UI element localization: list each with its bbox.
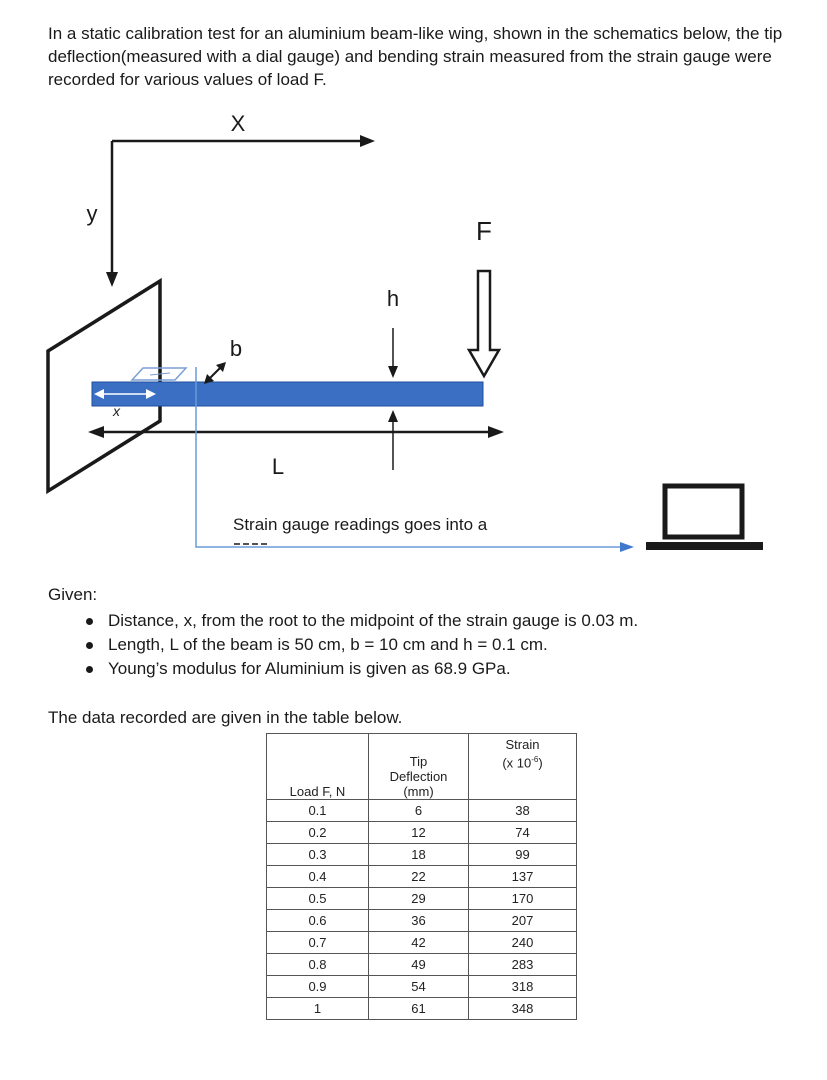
header-strain bbox=[469, 734, 577, 800]
cell-deflection: 22 bbox=[369, 866, 469, 888]
given-item-dimensions: Length, L of the beam is 50 cm, b = 10 cm and h = 0.1 cm. bbox=[86, 633, 638, 657]
cell-strain: 38 bbox=[469, 800, 577, 822]
computer-caption: Strain gauge readings goes into a bbox=[233, 515, 488, 534]
cell-deflection: 49 bbox=[369, 954, 469, 976]
cell-deflection: 12 bbox=[369, 822, 469, 844]
cell-load: 0.2 bbox=[267, 822, 369, 844]
cell-strain: 99 bbox=[469, 844, 577, 866]
gauge-position-label: x bbox=[113, 403, 120, 419]
table-row bbox=[267, 976, 577, 998]
cell-load: 0.1 bbox=[267, 800, 369, 822]
cell-load: 0.8 bbox=[267, 954, 369, 976]
signal-arrowhead bbox=[620, 542, 634, 552]
length-label: L bbox=[271, 454, 285, 479]
length-arrow-left bbox=[88, 426, 104, 438]
header-deflection-line1: Tip bbox=[409, 754, 428, 769]
cell-deflection: 42 bbox=[369, 932, 469, 954]
cell-load: 0.3 bbox=[267, 844, 369, 866]
table-row bbox=[267, 998, 577, 1020]
x-axis-label: X bbox=[230, 111, 246, 136]
table-intro: The data recorded are given in the table below. bbox=[48, 708, 403, 727]
header-strain-line2-prefix: (x 10 bbox=[502, 755, 532, 771]
cell-load: 0.6 bbox=[267, 910, 369, 932]
cell-strain: 348 bbox=[469, 998, 577, 1020]
force-arrow bbox=[469, 271, 499, 376]
given-list bbox=[86, 609, 638, 681]
cell-strain: 170 bbox=[469, 888, 577, 910]
header-load: Load F, N bbox=[267, 734, 369, 800]
cell-strain: 74 bbox=[469, 822, 577, 844]
beam-schematic bbox=[0, 100, 827, 570]
table-row bbox=[267, 888, 577, 910]
cell-strain: 240 bbox=[469, 932, 577, 954]
force-label: F bbox=[476, 216, 492, 246]
given-item-youngs-modulus: Young’s modulus for Aluminium is given as 68.9 GPa. bbox=[86, 657, 638, 681]
y-axis-arrowhead bbox=[106, 272, 118, 287]
header-strain-line2-suffix: ) bbox=[538, 755, 543, 771]
x-axis-arrowhead bbox=[360, 135, 375, 147]
table-row bbox=[267, 822, 577, 844]
thickness-arrowhead-top bbox=[388, 366, 398, 378]
cell-load: 0.4 bbox=[267, 866, 369, 888]
cell-deflection: 18 bbox=[369, 844, 469, 866]
header-strain-line1: Strain bbox=[505, 737, 540, 752]
width-label: b bbox=[229, 336, 243, 361]
table-row bbox=[267, 910, 577, 932]
length-arrow-right bbox=[488, 426, 504, 438]
table-row bbox=[267, 844, 577, 866]
cell-load: 0.5 bbox=[267, 888, 369, 910]
cell-deflection: 36 bbox=[369, 910, 469, 932]
header-deflection-line2: Deflection bbox=[389, 769, 448, 784]
header-tip-deflection bbox=[369, 734, 469, 800]
cell-deflection: 54 bbox=[369, 976, 469, 998]
table-row bbox=[267, 932, 577, 954]
cell-strain: 207 bbox=[469, 910, 577, 932]
table-row bbox=[267, 954, 577, 976]
calibration-data-table bbox=[266, 733, 577, 1020]
y-axis-label: y bbox=[86, 201, 98, 226]
header-strain-exponent: -6 bbox=[531, 755, 539, 764]
thickness-label: h bbox=[386, 286, 400, 311]
cell-strain: 137 bbox=[469, 866, 577, 888]
cell-load: 0.9 bbox=[267, 976, 369, 998]
given-item-gauge-distance: Distance, x, from the root to the midpoint of the strain gauge is 0.03 m. bbox=[86, 609, 638, 633]
cell-load: 1 bbox=[267, 998, 369, 1020]
cell-strain: 283 bbox=[469, 954, 577, 976]
table-header-row bbox=[267, 734, 577, 800]
table-row bbox=[267, 800, 577, 822]
cell-deflection: 61 bbox=[369, 998, 469, 1020]
cell-deflection: 6 bbox=[369, 800, 469, 822]
header-deflection-line3: (mm) bbox=[403, 784, 434, 799]
table-row bbox=[267, 866, 577, 888]
laptop-base-icon bbox=[646, 542, 763, 550]
laptop-icon bbox=[665, 486, 742, 537]
cell-deflection: 29 bbox=[369, 888, 469, 910]
thickness-arrowhead-bottom bbox=[388, 410, 398, 422]
given-heading: Given: bbox=[48, 585, 98, 604]
problem-intro: In a static calibration test for an aluminium beam-like wing, shown in the schematics below, the tip deflection(measured with a dial gauge) and bending strain measured from the strain gauge were recorded for various values of load F. bbox=[48, 24, 783, 89]
cell-load: 0.7 bbox=[267, 932, 369, 954]
cell-strain: 318 bbox=[469, 976, 577, 998]
